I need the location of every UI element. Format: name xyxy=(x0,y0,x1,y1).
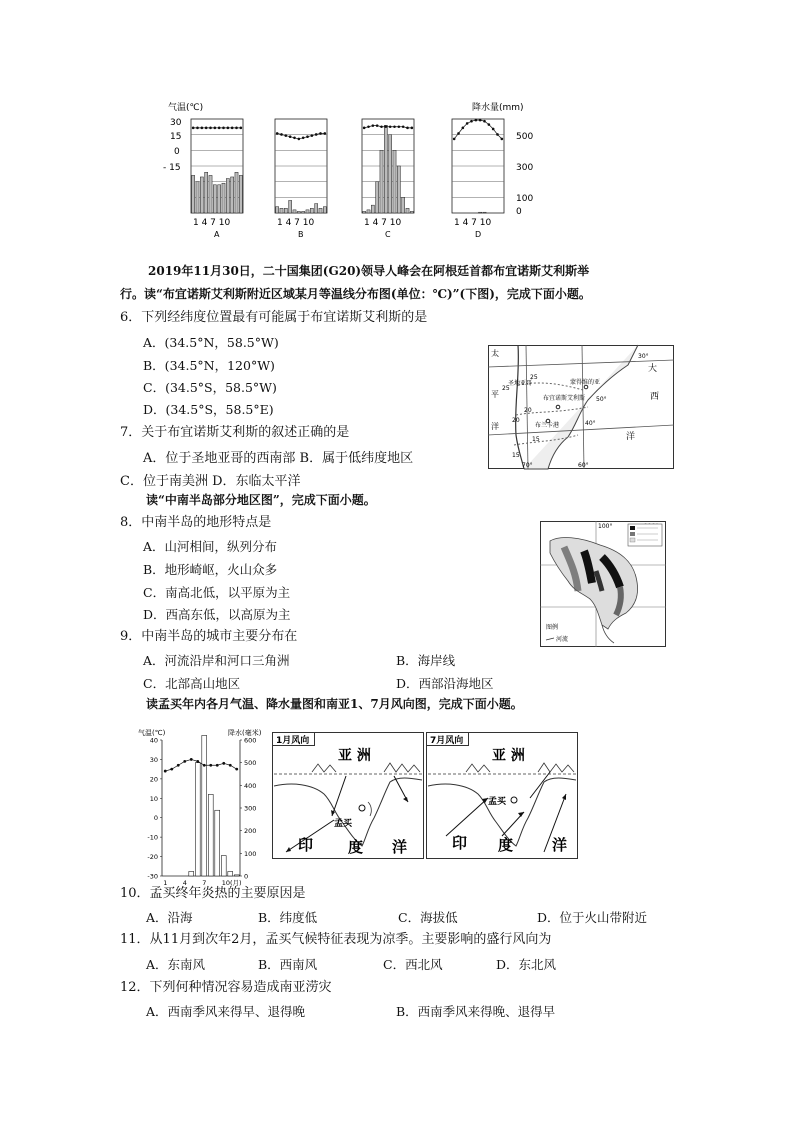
mumbai-temp-tick: 0 xyxy=(153,814,158,823)
panel-label-B: B xyxy=(298,230,304,239)
precip-bar-B-1 xyxy=(276,207,279,213)
precip-bar-A-6 xyxy=(213,185,216,213)
q9-option-d[interactable]: D．西部沿海地区 xyxy=(396,676,494,691)
precip-bar-A-4 xyxy=(205,172,208,213)
mumbai-precip-label: 降水(毫米) xyxy=(228,729,262,737)
iso-15b: 15 xyxy=(532,436,540,443)
label-santiago: 圣地亚哥 xyxy=(508,380,533,387)
precip-bar-C-2 xyxy=(367,210,370,213)
precip-bar-A-10 xyxy=(231,177,234,213)
q8-option-b[interactable]: B．地形崎岖，火山众多 xyxy=(143,562,278,577)
mumbai-temp-tick: -30 xyxy=(147,872,158,881)
mumbai-precip-bar-12 xyxy=(234,875,239,876)
intro-g20: 2019年11月30日，二十国集团(G20)领导人峰会在阿根廷首都布宜诺斯艾利斯举 xyxy=(148,264,590,278)
precip-bar-B-4 xyxy=(289,200,292,213)
buenos-aires-isotherm-map xyxy=(488,345,674,469)
q10-option-d[interactable]: D．位于火山带附近 xyxy=(537,910,648,925)
precip-bar-A-5 xyxy=(209,175,212,213)
mumbai-temp-tick: 20 xyxy=(149,775,158,784)
precip-bar-A-8 xyxy=(222,183,225,213)
q11-option-a[interactable]: A．东南风 xyxy=(146,957,206,972)
q6-option-a[interactable]: A．(34.5°N，58.5°W) xyxy=(143,335,279,350)
mumbai-precip-tick: 400 xyxy=(244,781,257,790)
q11-option-d[interactable]: D．东北风 xyxy=(496,957,557,972)
temp-axis-label: 气温(℃) xyxy=(168,103,204,113)
iso-20a: 20 xyxy=(524,407,532,414)
precip-bar-A-3 xyxy=(200,177,203,213)
jul-title: 7月风向 xyxy=(430,736,464,746)
lon-100: 100° xyxy=(598,523,613,530)
jul-ocean-2: 度 xyxy=(498,836,514,854)
panel-label-C: C xyxy=(385,230,391,239)
panel-label-D: D xyxy=(475,230,482,239)
jan-ocean-3: 洋 xyxy=(392,838,408,856)
jan-ocean-2: 度 xyxy=(348,838,364,856)
mumbai-precip-bar-11 xyxy=(228,871,233,876)
precip-bar-A-1 xyxy=(192,175,195,213)
mumbai-temp-tick: -20 xyxy=(147,853,158,862)
q6-option-c[interactable]: C．(34.5°S，58.5°W) xyxy=(143,380,277,395)
mumbai-precip-bar-6 xyxy=(195,763,200,876)
precip-bar-B-8 xyxy=(306,210,309,213)
label-montevideo: 蒙得维的亚 xyxy=(570,379,601,386)
q7-stem: 7．关于布宜诺斯艾利斯的叙述正确的是 xyxy=(120,425,350,440)
mumbai-precip-tick: 300 xyxy=(244,804,257,813)
coord-30: 30° xyxy=(638,353,649,360)
mumbai-temp-tick: 40 xyxy=(149,736,158,745)
jan-ocean-1: 印 xyxy=(298,836,314,854)
mumbai-precip-bar-10 xyxy=(221,856,226,876)
iso-25a: 25 xyxy=(530,374,538,381)
jul-mumbai-label: 孟买 xyxy=(488,797,507,807)
precip-bar-B-6 xyxy=(297,211,300,213)
precip-bar-D-8 xyxy=(483,212,486,213)
precip-bar-C-5 xyxy=(380,150,383,213)
q11-option-b[interactable]: B．西南风 xyxy=(258,957,318,972)
coord-70: 70° xyxy=(522,462,533,469)
xticks-B: 1 4 7 10 xyxy=(277,218,315,228)
iso-20b: 20 xyxy=(512,417,520,424)
jul-ocean-1: 印 xyxy=(452,834,468,852)
precip-bar-B-12 xyxy=(323,207,326,213)
xticks-D: 1 4 7 10 xyxy=(454,218,492,228)
q7-options-ab[interactable]: A．位于圣地亚哥的西南部 B．属于低纬度地区 xyxy=(143,451,414,466)
q8-option-a[interactable]: A．山河相间，纵列分布 xyxy=(143,539,278,554)
mumbai-precip-tick: 500 xyxy=(244,759,257,768)
precip-bar-A-7 xyxy=(218,185,221,213)
wind-map-july xyxy=(427,733,578,859)
mumbai-temp-tick: -10 xyxy=(147,833,158,842)
intro-g20-cont: 行。读“布宜诺斯艾利斯附近区域某月等温线分布图(单位：℃)”(下图)，完成下面小题。 xyxy=(120,287,591,301)
q9-stem: 9．中南半岛的城市主要分布在 xyxy=(120,629,298,644)
precip-bar-A-12 xyxy=(239,175,242,213)
label-xi: 西 xyxy=(650,392,660,402)
mumbai-xtick: 1 xyxy=(163,879,168,887)
label-yang2: 洋 xyxy=(626,432,636,442)
q10-option-a[interactable]: A．沿海 xyxy=(146,910,193,925)
q9-option-b[interactable]: B．海岸线 xyxy=(396,653,456,668)
precip-bar-D-7 xyxy=(479,212,482,213)
climate-charts-abcd xyxy=(150,98,570,238)
label-bahia-blanca: 布兰卡港 xyxy=(535,422,560,429)
q10-stem: 10．孟买终年炎热的主要原因是 xyxy=(120,886,306,901)
q12-option-b[interactable]: B．西南季风来得晚、退得早 xyxy=(396,1004,556,1019)
jul-ocean-3: 洋 xyxy=(552,836,568,854)
precip-bar-B-3 xyxy=(284,208,287,213)
q7-options-cd[interactable]: C．位于南美洲 D．东临太平洋 xyxy=(120,474,301,489)
precip-bar-C-8 xyxy=(393,150,396,213)
mumbai-temp-tick: 30 xyxy=(149,755,158,764)
intro-mumbai: 读孟买年内各月气温、降水量图和南亚1、7月风向图，完成下面小题。 xyxy=(146,697,523,711)
q10-option-b[interactable]: B．纬度低 xyxy=(258,910,318,925)
mumbai-precip-bar-7 xyxy=(202,735,207,876)
q6-stem: 6．下列经纬度位置最有可能属于布宜诺斯艾利斯的是 xyxy=(120,310,428,325)
mumbai-precip-tick: 600 xyxy=(244,736,257,745)
mumbai-precip-tick: 0 xyxy=(244,872,249,881)
precip-bar-C-9 xyxy=(397,166,400,213)
rtick-100: 100 xyxy=(516,194,534,204)
mumbai-xtick: 10(月) xyxy=(221,879,242,887)
mumbai-precip-bar-9 xyxy=(215,810,220,876)
mumbai-precip-bar-8 xyxy=(208,794,213,876)
precip-bar-B-7 xyxy=(302,211,305,213)
q9-option-a[interactable]: A．河流沿岸和河口三角洲 xyxy=(143,653,290,668)
mumbai-precip-bar-5 xyxy=(189,871,194,876)
precip-bar-C-1 xyxy=(363,211,366,213)
q10-option-c[interactable]: C．海拔低 xyxy=(398,910,458,925)
tick-15: 15 xyxy=(170,132,182,142)
q8-stem: 8．中南半岛的地形特点是 xyxy=(120,515,272,530)
precip-bar-C-4 xyxy=(376,182,379,213)
label-da: 大 xyxy=(648,364,658,374)
precip-bar-C-10 xyxy=(402,197,405,213)
mumbai-temp-line xyxy=(165,759,237,771)
q12-option-a[interactable]: A．西南季风来得早、退得晚 xyxy=(146,1004,306,1019)
q6-option-b[interactable]: B．(34.5°N，120°W) xyxy=(143,358,275,373)
mumbai-precip-tick: 100 xyxy=(244,849,257,858)
precip-bar-C-7 xyxy=(389,135,392,213)
q11-option-c[interactable]: C．西北风 xyxy=(383,957,443,972)
coord-50: 50° xyxy=(596,396,607,403)
legend-title: 图例 xyxy=(546,624,559,631)
tick-30: 30 xyxy=(170,118,182,128)
label-ping: 平 xyxy=(491,390,499,399)
xticks-C: 1 4 7 10 xyxy=(364,218,402,228)
precip-bar-A-9 xyxy=(226,179,229,213)
precip-bar-C-11 xyxy=(406,208,409,213)
intro-indochina: 读“中南半岛部分地区图”，完成下面小题。 xyxy=(146,493,376,507)
rtick-0: 0 xyxy=(516,207,522,217)
precip-bar-A-2 xyxy=(196,182,199,213)
precip-bar-B-9 xyxy=(310,208,313,213)
precip-bar-C-6 xyxy=(384,125,387,213)
wind-map-january xyxy=(273,733,424,859)
rtick-300: 300 xyxy=(516,163,534,173)
jan-asia-label: 亚 洲 xyxy=(338,748,371,764)
q11-stem: 11．从11月到次年2月，孟买气候特征表现为凉季。主要影响的盛行风向为 xyxy=(120,932,552,947)
coord-40: 40° xyxy=(585,420,596,427)
precip-bar-B-10 xyxy=(315,204,318,213)
precip-bar-B-11 xyxy=(319,208,322,213)
mumbai-temp-tick: 10 xyxy=(149,794,158,803)
iso-15a: 15 xyxy=(512,452,520,459)
label-yang: 洋 xyxy=(491,422,499,431)
legend-river: 河流 xyxy=(556,636,569,643)
xticks-A: 1 4 7 10 xyxy=(193,218,231,228)
coord-60: 60° xyxy=(578,462,589,469)
iso-25b: 25 xyxy=(502,385,510,392)
precip-bar-A-11 xyxy=(235,172,238,213)
precip-bar-C-3 xyxy=(371,205,374,213)
label-buenos-aires: 布宜诺斯艾利斯 xyxy=(543,395,586,402)
mumbai-climate-chart xyxy=(136,726,272,887)
precip-bar-C-12 xyxy=(410,211,413,213)
q8-option-d[interactable]: D．西高东低，以高原为主 xyxy=(143,607,291,622)
mumbai-temp-label: 气温(℃) xyxy=(138,729,166,737)
jul-asia-label: 亚 洲 xyxy=(492,748,525,764)
rtick-500: 500 xyxy=(516,132,534,142)
q8-option-c[interactable]: C．南高北低，以平原为主 xyxy=(143,585,291,600)
tick-neg15: - 15 xyxy=(163,163,181,173)
jan-title: 1月风向 xyxy=(276,736,310,746)
q6-option-d[interactable]: D．(34.5°S，58.5°E) xyxy=(143,402,274,417)
precip-bar-B-2 xyxy=(280,208,283,213)
wind-maps xyxy=(272,732,578,859)
mumbai-xtick: 4 xyxy=(182,879,187,887)
indochina-map xyxy=(540,521,666,647)
precip-axis-label: 降水量(mm) xyxy=(472,103,524,113)
q12-stem: 12．下列何种情况容易造成南亚涝灾 xyxy=(120,980,332,995)
tick-0: 0 xyxy=(174,147,180,157)
mumbai-xtick: 7 xyxy=(202,879,207,887)
panel-label-A: A xyxy=(214,230,220,239)
q9-option-c[interactable]: C．北部高山地区 xyxy=(143,676,241,691)
label-tai: 太 xyxy=(491,349,499,358)
mumbai-precip-tick: 200 xyxy=(244,827,257,836)
precip-bar-B-5 xyxy=(293,210,296,213)
jan-mumbai-label: 孟买 xyxy=(334,819,353,829)
